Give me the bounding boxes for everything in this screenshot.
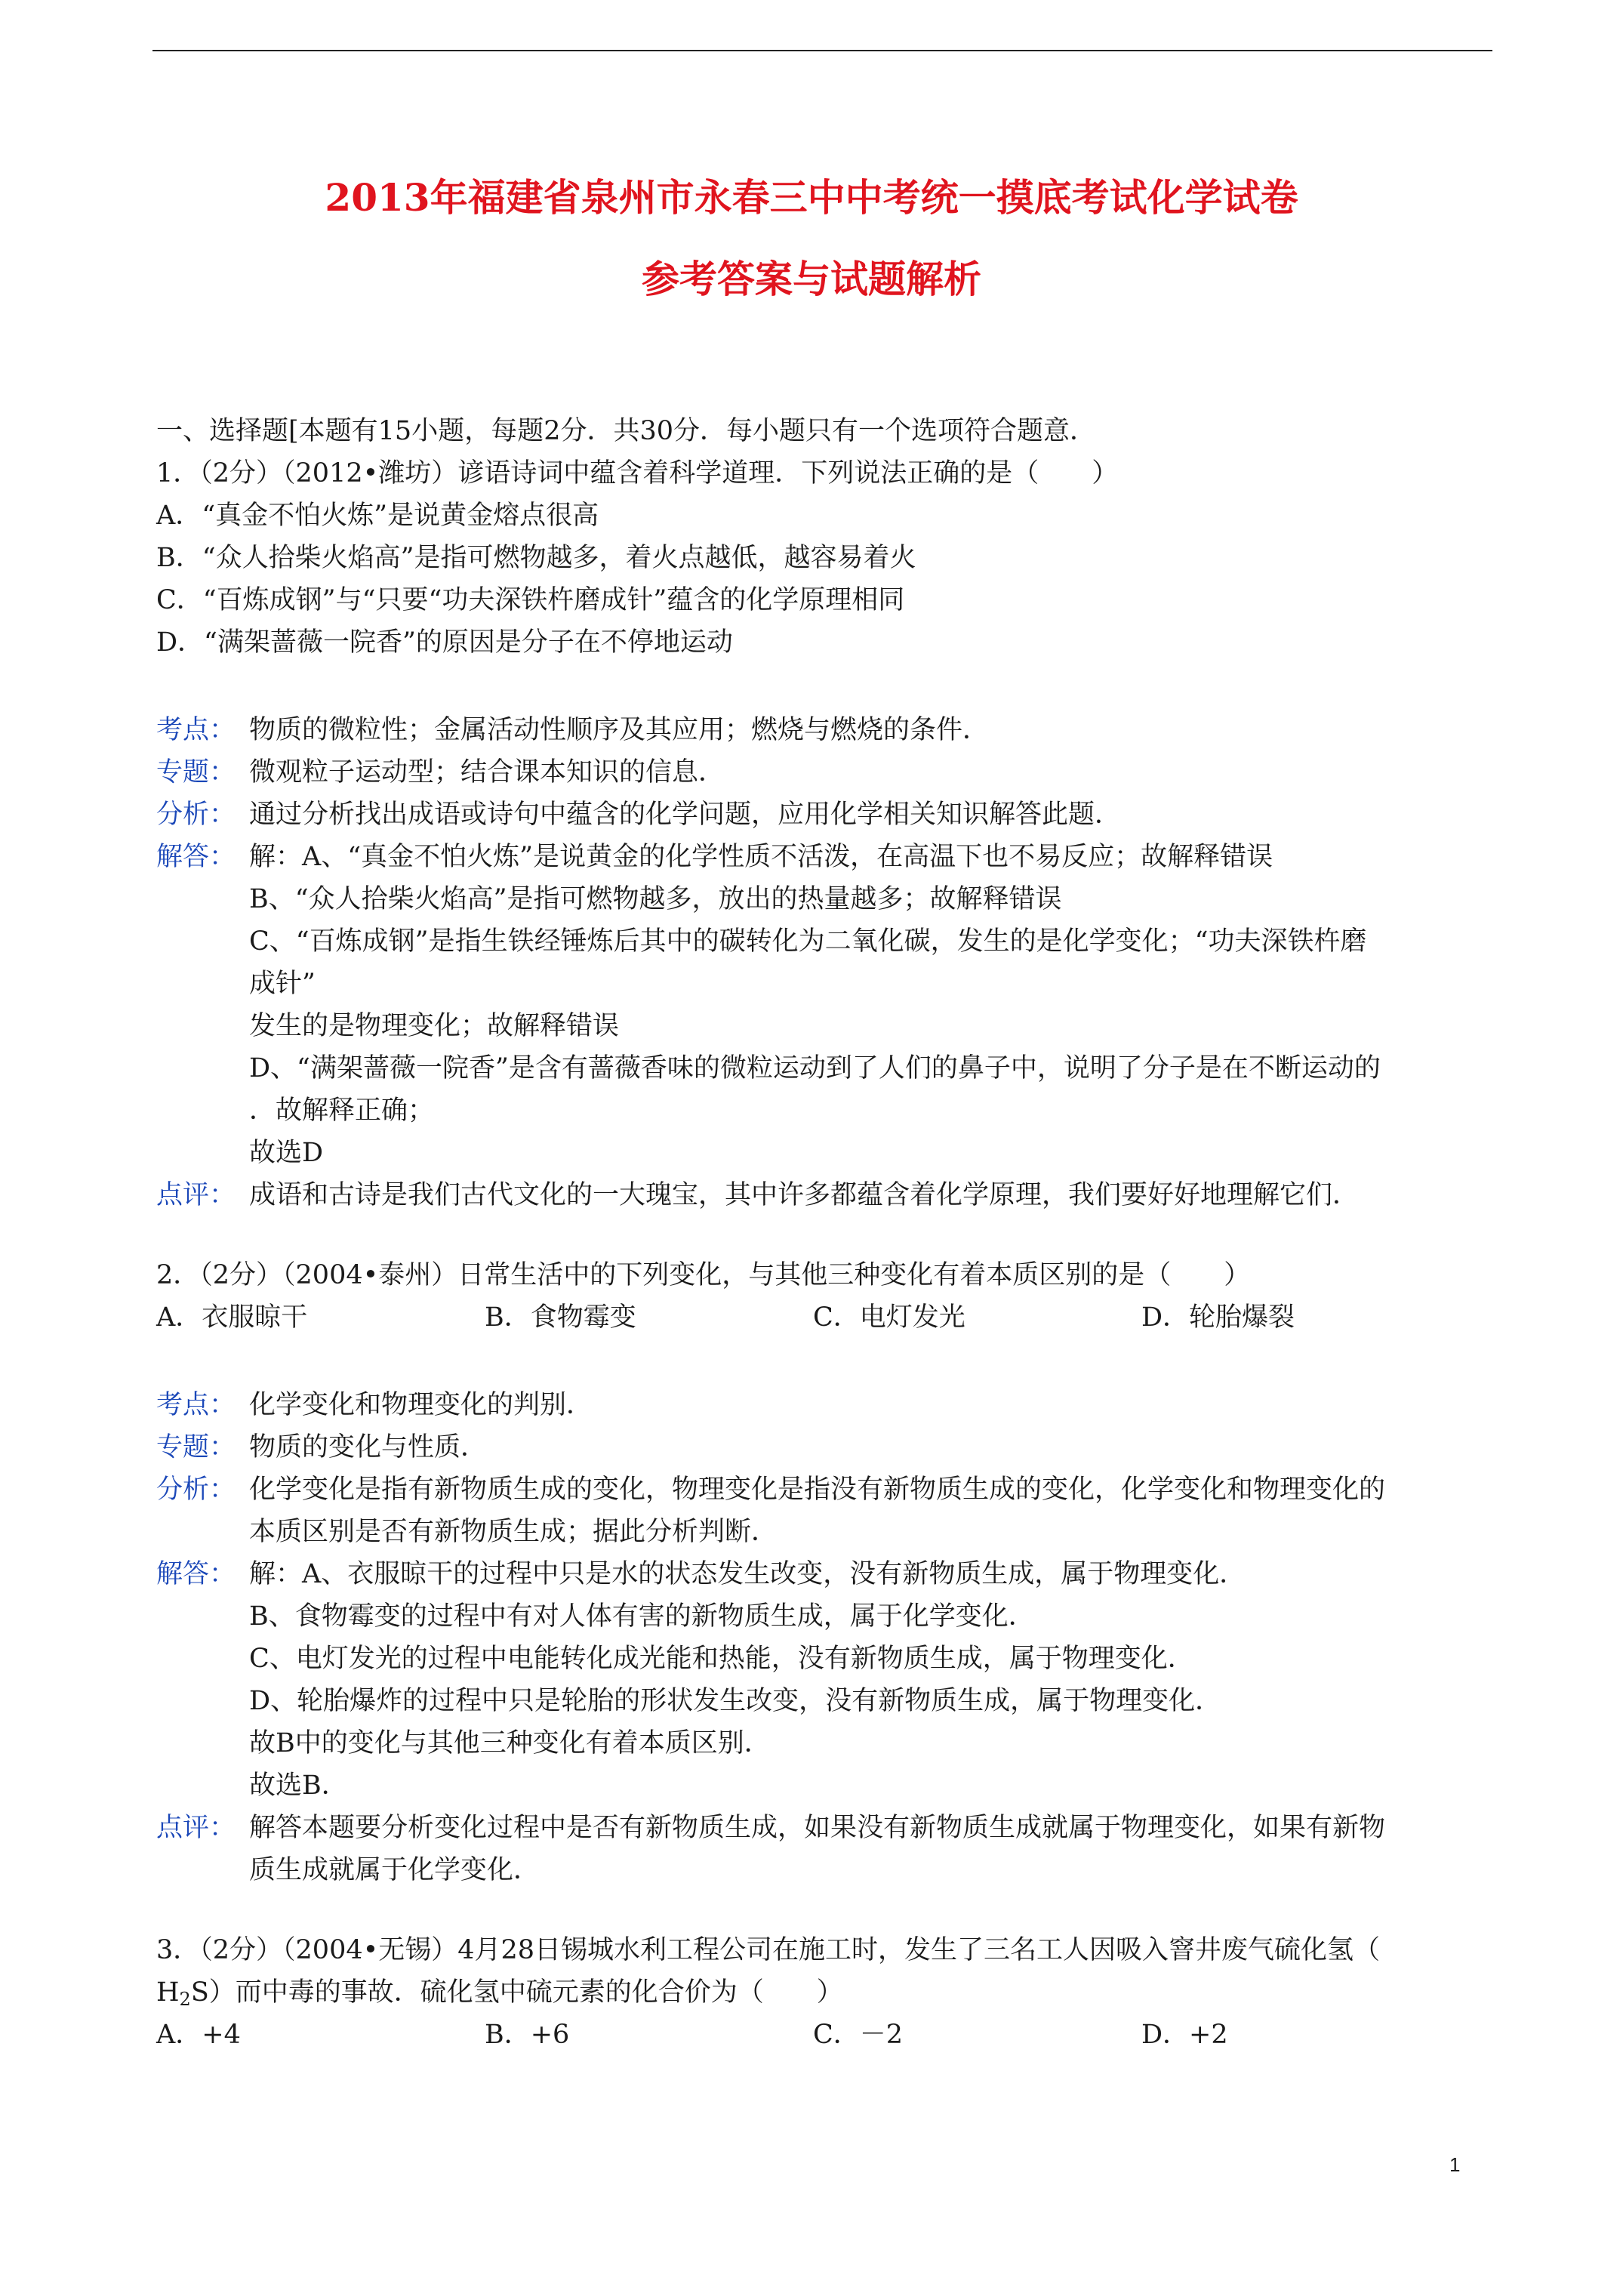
q2-fenxi-line-1: 化学变化是指有新物质生成的变化，物理变化是指没有新物质生成的变化，化学变化和物理变化的 (249, 1475, 1386, 1505)
q1-jieda-line-8: 故选D (249, 1138, 324, 1168)
q2-jieda-line-5: 故B中的变化与其他三种变化有着本质区别． (249, 1728, 771, 1758)
q1-jieda-line-7: ．故解释正确； (249, 1096, 435, 1126)
q3-option-b: B．+6 (485, 2020, 570, 2050)
q2-option-c: C．电灯发光 (813, 1302, 965, 1333)
q1-fenxi-label: 分析： (156, 800, 236, 830)
q1-jieda-line-3: C、“百炼成钢”是指生铁经锤炼后其中的碳转化为二氧化碳，发生的是化学变化；“功夫深铁杵磨 (249, 926, 1367, 957)
question-3-stem-line-1: 3．（2分）（2004•无锡）4月28日锡城水利工程公司在施工时，发生了三名工人因吸入窨井废气硫化氢（ (156, 1935, 1381, 1965)
q2-jieda-label: 解答： (156, 1559, 236, 1589)
q2-jieda-line-4: D、轮胎爆炸的过程中只是轮胎的形状发生改变，没有新物质生成，属于物理变化． (249, 1686, 1222, 1716)
q2-zhuanti-label: 专题： (156, 1432, 236, 1462)
q1-jieda-line-2: B、“众人拾柴火焰高”是指可燃物越多，放出的热量越多；故解释错误 (249, 884, 1062, 914)
q1-zhuanti-label: 专题： (156, 757, 236, 787)
q1-dianping-text: 成语和古诗是我们古代文化的一大瑰宝，其中许多都蕴含着化学原理，我们要好好地理解它们． (249, 1180, 1360, 1210)
q1-jieda-line-4: 成针” (249, 969, 316, 999)
q2-jieda-line-6: 故选B． (249, 1771, 348, 1801)
page-number: 1 (1449, 2153, 1461, 2176)
question-3-stem-line-2: $H_2S$）而中毒的事故．硫化氢中硫元素的化合价为（ ） (156, 1977, 843, 2010)
q1-kaodian-label: 考点： (156, 715, 236, 745)
q2-dianping-line-1: 解答本题要分析变化过程中是否有新物质生成，如果没有新物质生成就属于物理变化，如果有新物 (249, 1813, 1386, 1843)
page-title: 2013年福建省泉州市永春三中中考统一摸底考试化学试卷 (325, 175, 1298, 220)
q1-option-d: D．“满架蔷薇一院香”的原因是分子在不停地运动 (156, 627, 733, 658)
q3-option-d: D．+2 (1141, 2020, 1228, 2050)
q2-jieda-line-3: C、电灯发光的过程中电能转化成光能和热能，没有新物质生成，属于物理变化． (249, 1644, 1194, 1674)
q2-kaodian-label: 考点： (156, 1390, 236, 1420)
q2-option-b: B．食物霉变 (485, 1302, 636, 1333)
q1-option-b: B．“众人拾柴火焰高”是指可燃物越多，着火点越低，越容易着火 (156, 543, 916, 573)
q2-option-a: A．衣服晾干 (156, 1302, 308, 1333)
q2-option-d: D．轮胎爆裂 (1141, 1302, 1295, 1333)
q2-jieda-line-1: 解：A、衣服晾干的过程中只是水的状态发生改变，没有新物质生成，属于物理变化． (249, 1559, 1246, 1589)
q1-option-c: C．“百炼成钢”与“只要“功夫深铁杵磨成针”蕴含的化学原理相同 (156, 585, 905, 615)
h2s-formula: $H_2S$ (156, 1977, 209, 2010)
page-subtitle: 参考答案与试题解析 (642, 257, 981, 301)
q3-option-c: C．－2 (813, 2020, 904, 2050)
section-heading: 一、选择题[本题有15小题，每题2分．共30分．每小题只有一个选项符合题意． (156, 416, 1096, 446)
question-2-stem: 2．（2分）（2004•泰州）日常生活中的下列变化，与其他三种变化有着本质区别的是（ ） (156, 1260, 1251, 1290)
q2-fenxi-label: 分析： (156, 1475, 236, 1505)
q1-jieda-line-1: 解：A、“真金不怕火炼”是说黄金的化学性质不活泼，在高温下也不易反应；故解释错误 (249, 842, 1273, 872)
q1-jieda-line-6: D、“满架蔷薇一院香”是含有蔷薇香味的微粒运动到了人们的鼻子中，说明了分子是在不断运动的 (249, 1053, 1381, 1083)
q1-jieda-label: 解答： (156, 842, 236, 872)
q2-zhuanti-text: 物质的变化与性质． (249, 1432, 488, 1462)
question-1-stem: 1．（2分）（2012•潍坊）谚语诗词中蕴含着科学道理．下列说法正确的是（ ） (156, 458, 1119, 488)
q2-jieda-line-2: B、食物霉变的过程中有对人体有害的新物质生成，属于化学变化． (249, 1601, 1035, 1632)
header-rule (152, 50, 1492, 51)
q1-fenxi-text: 通过分析找出成语或诗句中蕴含的化学问题，应用化学相关知识解答此题． (249, 800, 1122, 830)
q1-zhuanti-text: 微观粒子运动型；结合课本知识的信息． (249, 757, 725, 787)
q1-dianping-label: 点评： (156, 1180, 236, 1210)
q2-fenxi-line-2: 本质区别是否有新物质生成；据此分析判断． (249, 1517, 778, 1547)
q3-option-a: A．+4 (156, 2020, 241, 2050)
q2-dianping-label: 点评： (156, 1813, 236, 1843)
q2-dianping-line-2: 质生成就属于化学变化． (249, 1855, 540, 1885)
q1-jieda-line-5: 发生的是物理变化；故解释错误 (249, 1011, 620, 1041)
q2-kaodian-text: 化学变化和物理变化的判别． (249, 1390, 593, 1420)
q1-option-a: A．“真金不怕火炼”是说黄金熔点很高 (156, 501, 599, 531)
q1-kaodian-text: 物质的微粒性；金属活动性顺序及其应用；燃烧与燃烧的条件． (249, 715, 990, 745)
